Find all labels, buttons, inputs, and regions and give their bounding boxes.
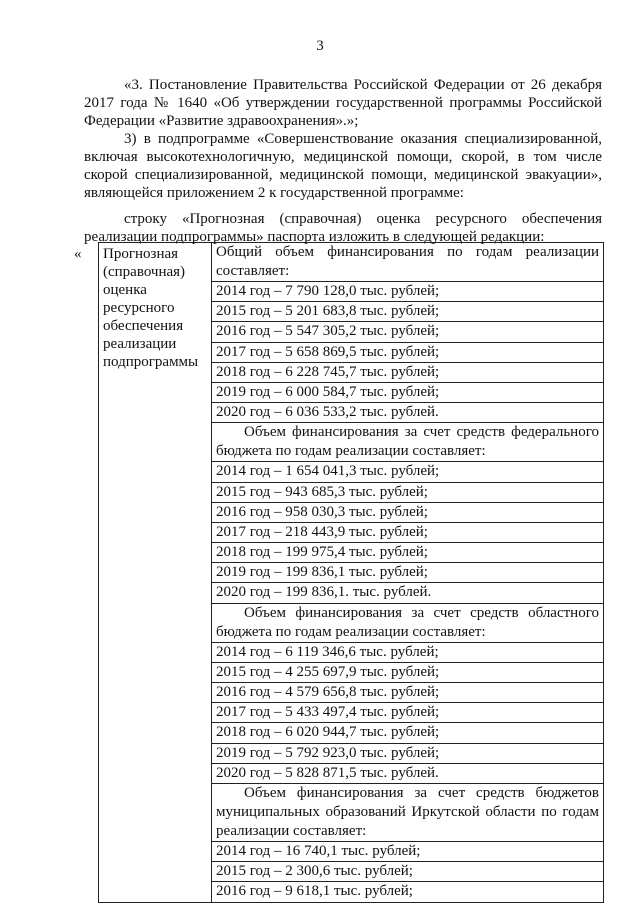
municipal-funding-line: 2016 год – 9 618,1 тыс. рублей; [216, 883, 413, 900]
paragraph-row-instruction: строку «Прогнозная (справочная) оценка ресурсного обеспечения реализации подпрограммы» паспорта изложить в следующей редакции: [84, 211, 602, 245]
passport-table-row [99, 243, 604, 903]
total-funding-line: 2018 год – 6 228 745,7 тыс. рублей; [212, 363, 603, 383]
federal-funding-line: 2018 год – 199 975,4 тыс. рублей; [212, 543, 603, 563]
total-funding-line: 2014 год – 7 790 128,0 тыс. рублей; [212, 282, 603, 302]
paragraph-subprogram: 3) в подпрограмме «Совершенствование оказания специализированной, включая высокотехнологичную, медицинской помощи, скорой, в том числе скорой специализированной, медицинской помощи, медицинской эвакуации», являющейся приложением 2 к государственной программе: [84, 131, 602, 201]
label-line: реализации [103, 336, 177, 352]
paragraph-decree: «3. Постановление Правительства Российской Федерации от 26 декабря 2017 года № 1640 «Об утверждении государственной программы Российской Федерации «Развитие здравоохранения».»; [84, 77, 602, 129]
municipal-funding-line: 2015 год – 2 300,6 тыс. рублей; [212, 862, 603, 882]
total-funding-line: 2020 год – 6 036 533,2 тыс. рублей. [212, 403, 603, 423]
label-line: ресурсного [103, 300, 175, 316]
federal-funding-line: 2019 год – 199 836,1 тыс. рублей; [212, 563, 603, 583]
total-funding-line: 2019 год – 6 000 584,7 тыс. рублей; [212, 383, 603, 403]
opening-quote-mark: « [74, 246, 82, 262]
page-number: 3 [316, 38, 324, 54]
municipal-funding-heading: Объем финансирования за счет средств бюджетов муниципальных образований Иркутской области по годам реализации составляет: [212, 784, 603, 842]
regional-funding-line: 2014 год – 6 119 346,6 тыс. рублей; [212, 643, 603, 663]
regional-funding-line: 2020 год – 5 828 871,5 тыс. рублей. [212, 764, 603, 784]
label-line: Прогнозная [103, 246, 179, 262]
federal-funding-line: 2016 год – 958 030,3 тыс. рублей; [212, 503, 603, 523]
total-funding-line: 2016 год – 5 547 305,2 тыс. рублей; [212, 322, 603, 342]
federal-funding-heading: Объем финансирования за счет средств федерального бюджета по годам реализации составляет: [212, 423, 603, 462]
regional-funding-line: 2018 год – 6 020 944,7 тыс. рублей; [212, 723, 603, 743]
row-content-cell [212, 243, 604, 903]
regional-funding-heading: Объем финансирования за счет средств областного бюджета по годам реализации составляет: [212, 604, 603, 643]
total-funding-heading: Общий объем финансирования по годам реализации составляет: [212, 243, 603, 282]
total-funding-line: 2015 год – 5 201 683,8 тыс. рублей; [212, 302, 603, 322]
label-line: (справочная) [103, 264, 186, 280]
federal-funding-line: 2015 год – 943 685,3 тыс. рублей; [212, 483, 603, 503]
federal-funding-line: 2020 год – 199 836,1. тыс. рублей. [212, 583, 603, 603]
label-line: обеспечения [103, 318, 184, 334]
total-funding-line: 2017 год – 5 658 869,5 тыс. рублей; [212, 343, 603, 363]
row-label-text [99, 243, 211, 373]
label-line: подпрограммы [103, 354, 199, 370]
federal-funding-line: 2017 год – 218 443,9 тыс. рублей; [212, 523, 603, 543]
regional-funding-line: 2017 год – 5 433 497,4 тыс. рублей; [212, 703, 603, 723]
row-label-cell [99, 243, 212, 903]
label-line: оценка [103, 282, 147, 298]
regional-funding-line: 2019 год – 5 792 923,0 тыс. рублей; [212, 744, 603, 764]
passport-table [98, 242, 604, 903]
regional-funding-line: 2016 год – 4 579 656,8 тыс. рублей; [212, 683, 603, 703]
regional-funding-line: 2015 год – 4 255 697,9 тыс. рублей; [212, 663, 603, 683]
federal-funding-line: 2014 год – 1 654 041,3 тыс. рублей; [212, 462, 603, 482]
municipal-funding-line: 2014 год – 16 740,1 тыс. рублей; [212, 842, 603, 862]
